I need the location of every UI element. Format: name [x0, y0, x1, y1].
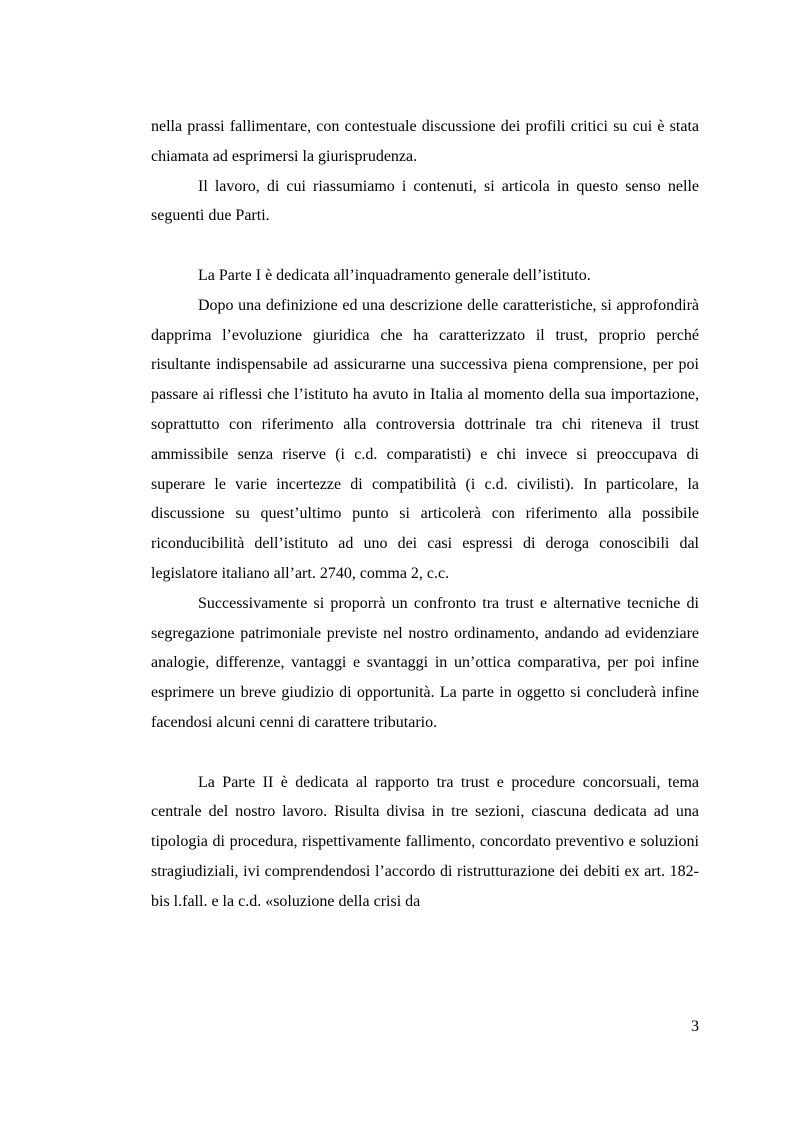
paragraph-part-one-details: Dopo una definizione ed una descrizione delle caratteristiche, si approfondirà dapprima l’evoluzione giuridica che ha caratterizzato il trust, proprio perché risultante indispensabile ad assicurarne una successiva piena comprensione, per poi passare ai riflessi che l’istituto ha avuto in Italia al momento della sua importazione, soprattutto con riferimento alla controversia dottrinale tra chi riteneva il trust ammissibile senza riserve (i c.d. comparatisti) e chi invece si preoccupava di superare le varie incertezze di compatibilità (i c.d. civilisti). In particolare, la discussione su quest’ultimo punto si articolerà con riferimento alla possibile riconducibilità dell’istituto ad uno dei casi espressi di deroga conoscibili dal legislatore italiano all’art. 2740, comma 2, c.c.	[151, 296, 699, 582]
document-body	[151, 112, 699, 917]
paragraph-part-two: La Parte II è dedicata al rapporto tra trust e procedure concorsuali, tema centrale del nostro lavoro. Risulta divisa in tre sezioni, ciascuna dedicata ad una tipologia di procedura, rispettivamente fallimento, concordato preventivo e soluzioni stragiudiziali, ivi comprendendosi l’accordo di ristrutturazione dei debiti ex art. 182-bis l.fall. e la c.d. «soluzione della crisi da	[151, 773, 699, 910]
paragraph-part-one-heading: La Parte I è dedicata all’inquadramento generale dell’istituto.	[198, 266, 591, 284]
paragraph-work-structure: Il lavoro, di cui riassumiamo i contenuti, si articola in questo senso nelle seguenti due Parti.	[151, 177, 699, 225]
paragraph-continuation: nella prassi fallimentare, con contestuale discussione dei profili critici su cui è stata chiamata ad esprimersi la giurisprudenza.	[151, 118, 699, 165]
paragraph-part-one-comparison: Successivamente si proporrà un confronto tra trust e alternative tecniche di segregazione patrimoniale previste nel nostro ordinamento, andando ad evidenziare analogie, differenze, vantaggi e svantaggi in un’ottica comparativa, per poi infine esprimere un breve giudizio di opportunità. La parte in oggetto si concluderà infine facendosi alcuni cenni di carattere tributario.	[151, 594, 699, 731]
page-number: 3	[691, 1018, 699, 1035]
